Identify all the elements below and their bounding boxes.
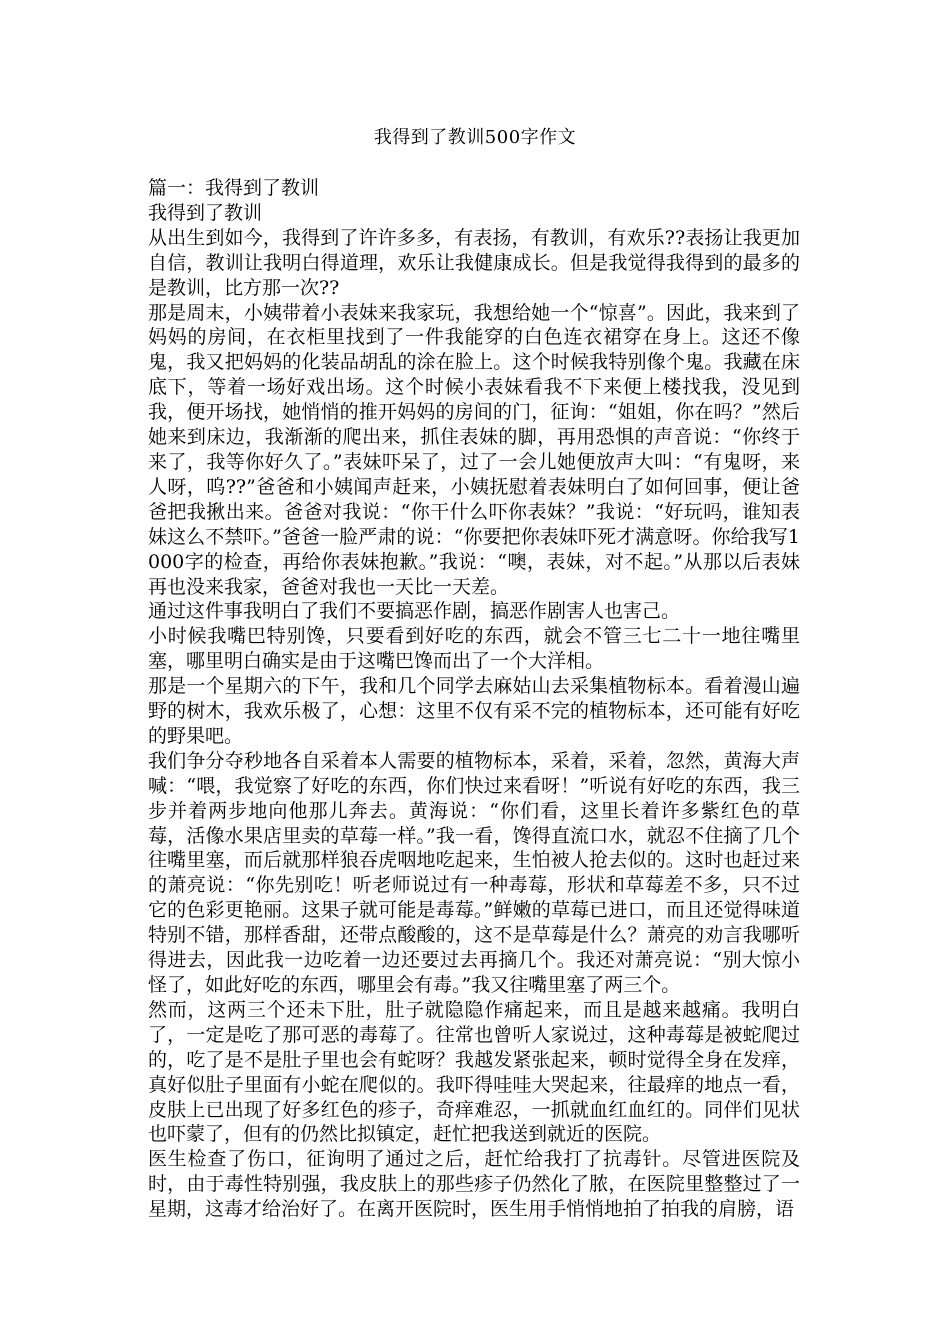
- document-body: [148, 176, 800, 1222]
- section-heading: 篇一：我得到了教训: [148, 177, 320, 199]
- paragraph-3: 通过这件事我明白了我们不要搞恶作剧，搞恶作剧害人也害己。: [148, 600, 681, 623]
- paragraph-8: 医生检查了伤口，征询明了通过之后，赶忙给我打了抗毒针。尽管进医院及时，由于毒性特别强，我皮肤上的那些疹子仍然化了脓，在医院里整整过了一星期，这毒才给治好了。在离开医院时，医生用手悄悄地拍了拍我的肩膀，语: [148, 1148, 800, 1221]
- paragraph-1: 从出生到如今，我得到了许许多多，有表扬，有教训，有欢乐??表扬让我更加自信，教训让我明白得道理，欢乐让我健康成长。但是我觉得我得到的最多的是教训，比方那一次??: [148, 226, 800, 299]
- document-title: 我得到了教训500字作文: [373, 127, 577, 148]
- paragraph-4: 小时候我嘴巴特别馋，只要看到好吃的东西，就会不管三七二十一地往嘴里塞，哪里明白确实是由于这嘴巴馋而出了一个大洋相。: [148, 625, 800, 673]
- sub-heading: 我得到了教训: [148, 201, 263, 224]
- paragraph-5: 那是一个星期六的下午，我和几个同学去麻姑山去采集植物标本。看着漫山遍野的树木，我欢乐极了，心想：这里不仅有采不完的植物标本，还可能有好吃的野果吧。: [148, 675, 800, 747]
- paragraph-7: 然而，这两三个还未下肚，肚子就隐隐作痛起来，而且是越来越痛。我明白了，一定是吃了那可恶的毒莓了。往常也曾听人家说过，这种毒莓是被蛇爬过的，吃了是不是肚子里也会有蛇呀？我越发紧张起来，顿时觉得全身在发痒，真好似肚子里面有小蛇在爬似的。我吓得哇哇大哭起来，往最痒的地点一看，皮肤上已出现了好多红色的疹子，奇痒难忍，一抓就血红血红的。同伴们见状也吓蒙了，但有的仍然比拟镇定，赶忙把我送到就近的医院。: [148, 998, 800, 1146]
- paragraph-2: 那是周末，小姨带着小表妹来我家玩，我想给她一个“惊喜”。因此，我来到了妈妈的房间，在衣柜里找到了一件我能穿的白色连衣裙穿在身上。这还不像鬼，我又把妈妈的化装品胡乱的涂在脸上。这个时候我特别像个鬼。我藏在床底下，等着一场好戏出场。这个时候小表妹看我不下来便上楼找我，没见到我，便开场找，她悄悄的推开妈妈的房间的门，征询：“姐姐，你在吗？”然后她来到床边，我渐渐的爬出来，抓住表妹的脚，再用恐惧的声音说：“你终于来了，我等你好久了。”表妹吓呆了，过了一会儿她便放声大叫：“有鬼呀，来人呀，呜??”爸爸和小姨闻声赶来，小姨抚慰着表妹明白了如何回事，便让爸爸把我揪出来。爸爸对我说：“你干什么吓你表妹？”我说：“好玩吗，谁知表妹这么不禁吓。”爸爸一脸严肃的说：“你要把你表妹吓死才满意呀。你给我写1000字的检查，再给你表妹抱歉。”我说：“噢，表妹，对不起。”从那以后表妹再也没来我家，爸爸对我也一天比一天差。: [148, 301, 800, 598]
- paragraph-6: 我们争分夺秒地各自采着本人需要的植物标本，采着，采着，忽然，黄海大声喊：“喂，我觉察了好吃的东西，你们快过来看呀！”听说有好吃的东西，我三步并着两步地向他那儿奔去。黄海说：“你们看，这里长着许多紫红色的草莓，活像水果店里卖的草莓一样。”我一看，馋得直流口水，就忍不住摘了几个往嘴里塞，而后就那样狼吞虎咽地吃起来，生怕被人抢去似的。这时也赶过来的萧亮说：“你先别吃！听老师说过有一种毒莓，形状和草莓差不多，只不过它的色彩更艳丽。这果子就可能是毒莓。”鲜嫩的草莓已进口，而且还觉得味道特别不错，那样香甜，还带点酸酸的，这不是草莓是什么？萧亮的劝言我哪听得进去，因此我一边吃着一边还要过去再摘几个。我还对萧亮说：“别大惊小怪了，如此好吃的东西，哪里会有毒。”我又往嘴里塞了两三个。: [148, 749, 800, 996]
